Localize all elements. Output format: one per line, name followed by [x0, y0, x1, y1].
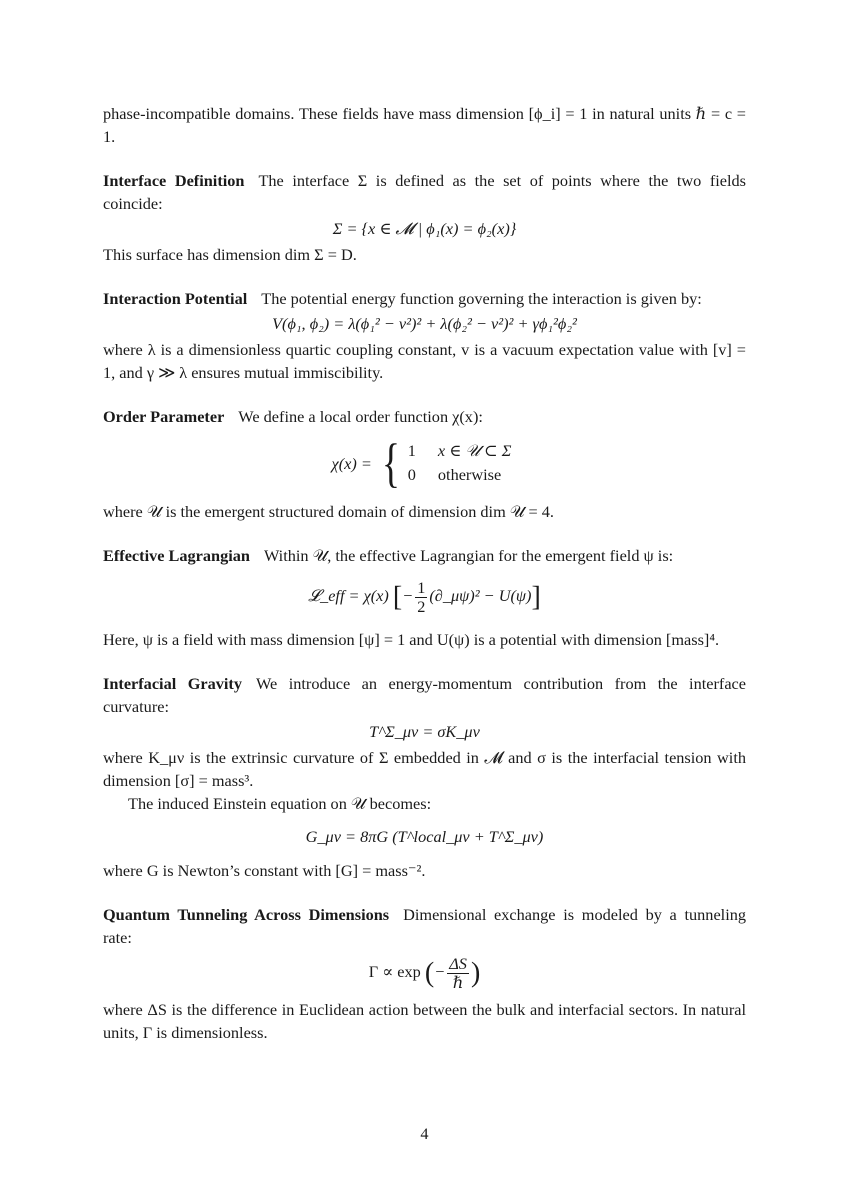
section-heading: Effective Lagrangian — [103, 546, 250, 565]
section-text: We introduce an energy-momentum contribution from the interface curvature: — [103, 674, 746, 716]
section-text: The potential energy function governing the interaction is given by: — [261, 289, 702, 308]
section-potential — [103, 287, 746, 384]
left-brace-icon: { — [381, 433, 400, 493]
equation-einstein: G_μν = 8πG (T^local_μν + T^Σ_μν) — [305, 827, 544, 846]
left-paren-icon: ( — [424, 957, 435, 989]
equation-tunneling: Γ ∝ exp (− $\frac{\Delta S}{\text{ℏ}}$ ) — [368, 954, 481, 992]
section-after: This surface has dimension dim Σ = D. — [103, 245, 357, 264]
fraction-half: $\frac{1}{2}$ — [417, 578, 426, 616]
section-heading: Interface Definition — [103, 171, 245, 190]
case-2-condition: otherwise — [437, 465, 502, 484]
tunneling-lhs: Γ ∝ exp — [368, 962, 421, 982]
section-heading: Order Parameter — [103, 407, 225, 426]
section-after: where 𝒰 is the emergent structured domain of dimension dim 𝒰 = 4. — [103, 502, 555, 521]
fraction-action: $\frac{\Delta S}{\text{ℏ}}$ — [449, 954, 467, 992]
case-1-value: 1 — [407, 441, 416, 460]
paper-page — [103, 102, 746, 1044]
section-text: We define a local order function χ(x): — [238, 407, 483, 426]
induced-einstein-text: The induced Einstein equation on 𝒰 becomes: — [128, 794, 432, 813]
section-lagrangian — [103, 544, 746, 651]
case-2-value: 0 — [407, 465, 416, 484]
equation-lagrangian: 𝓛_eff = χ(x) [− $\frac{1}{2}$ (∂_μψ)² − U(ψ)] — [308, 578, 541, 616]
section-after-2: where G is Newton’s constant with [G] = mass⁻². — [103, 861, 426, 880]
right-paren-icon: ) — [470, 957, 481, 989]
section-text: Within 𝒰, the effective Lagrangian for the emergent field ψ is: — [263, 546, 674, 565]
intro-paragraph: phase-incompatible domains. These fields have mass dimension [ϕ_i] = 1 in natural units ℏ = c = 1. — [103, 104, 746, 146]
section-after: where K_μν is the extrinsic curvature of Σ embedded in 𝓜 and σ is the interfacial tension with dimension [σ] = mass³. — [103, 748, 746, 790]
section-gravity — [103, 672, 746, 882]
case-1-condition: x ∈ 𝒰 ⊂ Σ — [437, 441, 512, 460]
page-number: 4 — [420, 1124, 429, 1143]
equation-potential: V(ϕ₁, ϕ₂) = λ(ϕ₁² − v²)² + λ(ϕ₂² − v²)² + γϕ₁²ϕ₂² — [272, 314, 577, 333]
lagrangian-rest: (∂_μψ)² − U(ψ) — [429, 586, 532, 606]
section-tunneling — [103, 903, 746, 1044]
section-heading: Interaction Potential — [103, 289, 248, 308]
section-text: Dimensional exchange is modeled by a tunneling rate: — [103, 905, 746, 947]
section-after: where ΔS is the difference in Euclidean action between the bulk and interfacial sectors. In natural units, Γ is dimensionless. — [103, 1000, 746, 1042]
section-after: Here, ψ is a field with mass dimension [ψ] = 1 and U(ψ) is a potential with dimension [mass]⁴. — [103, 630, 720, 649]
right-bracket-icon: ] — [531, 581, 541, 613]
section-text: The interface Σ is defined as the set of points where the two fields coincide: — [103, 171, 747, 213]
lagrangian-lhs: 𝓛_eff = χ(x) — [308, 586, 389, 606]
equation-stress-tensor: T^Σ_μν = σK_μν — [369, 722, 480, 741]
equation-interface: Σ = {x ∈ 𝓜 | ϕ₁(x) = ϕ₂(x)} — [332, 219, 517, 238]
left-bracket-icon: [ — [392, 581, 403, 613]
section-heading: Quantum Tunneling Across Dimensions — [103, 905, 390, 924]
section-heading: Interfacial Gravity — [103, 674, 242, 693]
section-order — [103, 405, 746, 523]
cases-lhs: χ(x) = — [331, 453, 372, 473]
equation-order-cases — [103, 433, 746, 493]
section-after: where λ is a dimensionless quartic coupling constant, v is a vacuum expectation value with [v] = 1, and γ ≫ λ ensures mutual immiscibility. — [103, 340, 746, 382]
section-interface — [103, 169, 746, 266]
